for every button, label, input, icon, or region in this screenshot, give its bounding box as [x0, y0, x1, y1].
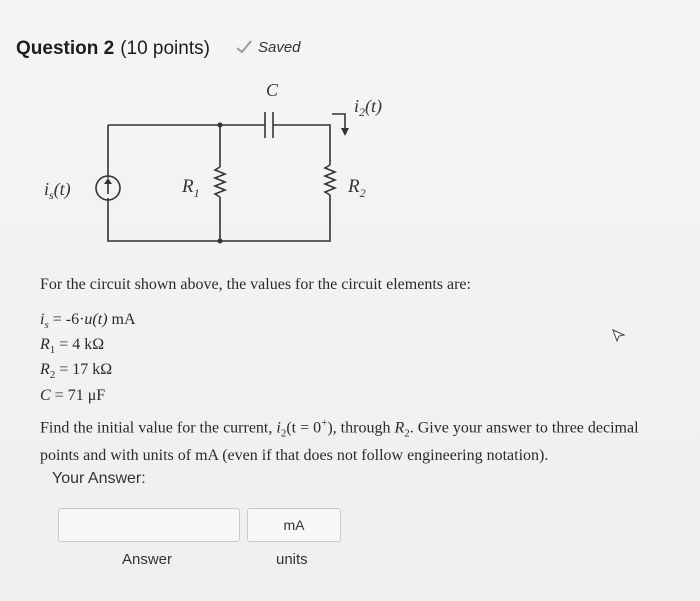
question-points: (10 points) [120, 38, 210, 59]
circuit-diagram [0, 70, 430, 260]
saved-status [236, 39, 301, 56]
mouse-cursor-icon [612, 329, 626, 343]
answer-input[interactable] [58, 508, 240, 542]
capacitor-label: C [266, 80, 279, 100]
question-header [16, 38, 301, 60]
find-instruction: Find the initial value for the current, $i_2(t = 0^+)$, through $R_2$. Give your answer to three decimal points and with units of mA (even if that does not follow engineering notation). [40, 417, 639, 464]
units-value: mA [283, 517, 305, 533]
saved-label: Saved [257, 38, 301, 56]
c-value: C = 71 μF [40, 386, 106, 404]
is-label: $i_s(t)$ [44, 179, 71, 202]
is-value: $i_s = -6\cdot u(t)$ mA [40, 311, 136, 332]
element-values [40, 310, 136, 406]
r1-value: $R_1 = 4$ kΩ [40, 336, 105, 357]
units-input[interactable] [247, 508, 341, 542]
r2-label: $R_2$ [348, 176, 366, 200]
check-icon [236, 40, 252, 54]
answer-field-label: Answer [122, 551, 173, 568]
intro-text: For the circuit shown above, the values for the circuit elements are: [40, 276, 471, 293]
i2-label: $i_2(t)$ [354, 96, 383, 119]
r1-label: $R_1$ [182, 176, 200, 200]
your-answer-heading: Your Answer: [52, 470, 146, 487]
question-title: Question 2 [16, 38, 115, 59]
r2-value: $R_2 = 17$ kΩ [40, 361, 113, 382]
units-field-label: units [276, 551, 308, 568]
